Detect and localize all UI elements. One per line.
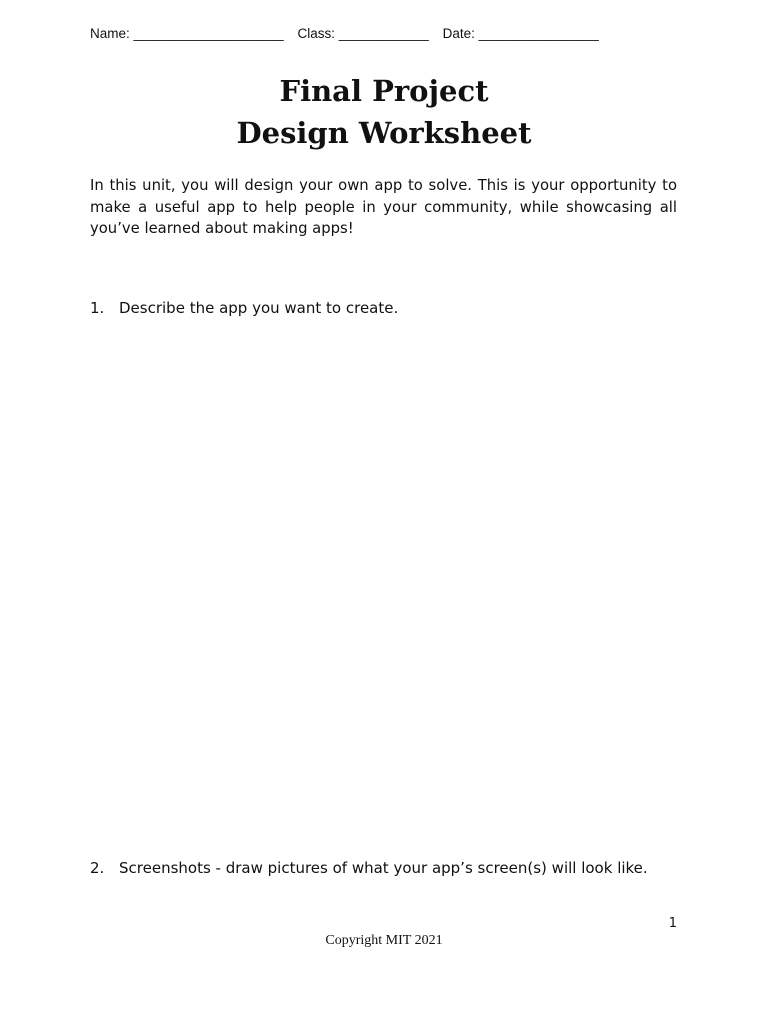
- name-field: Name: ____________________: [90, 26, 284, 41]
- page-title: [0, 70, 768, 154]
- title-line-2: Design Worksheet: [236, 116, 532, 150]
- question-1-text: Describe the app you want to create.: [119, 299, 399, 317]
- question-2-text: Screenshots - draw pictures of what your app’s screen(s) will look like.: [119, 859, 648, 877]
- question-1-number: 1.: [90, 299, 105, 317]
- page-number: 1: [668, 916, 677, 931]
- question-2: [90, 858, 690, 878]
- intro-paragraph: In this unit, you will design your own app to solve. This is your opportunity to make a useful app to help people in your community, while showcasing all you’ve learned about making apps!: [90, 177, 677, 237]
- title-line-1: Final Project: [279, 74, 489, 108]
- question-2-number: 2.: [90, 859, 105, 877]
- copyright-footer: Copyright MIT 2021: [325, 933, 443, 948]
- question-1: [90, 298, 690, 318]
- header-fields: [90, 26, 690, 41]
- class-field: Class: ____________: [297, 26, 429, 41]
- date-field: Date: ________________: [442, 26, 599, 41]
